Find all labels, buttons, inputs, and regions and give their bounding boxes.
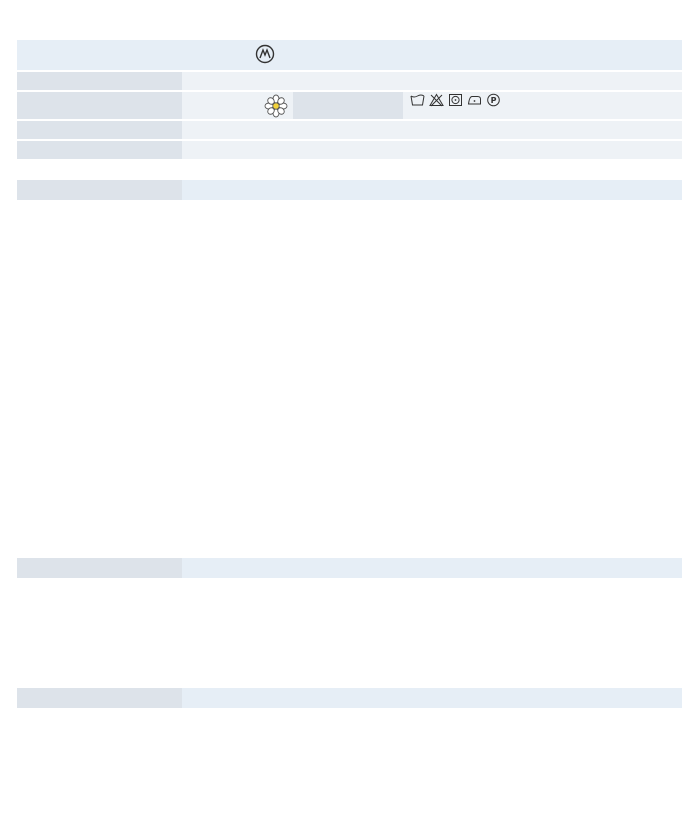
tumble-dry-icon [448, 93, 463, 107]
description-label [17, 72, 182, 90]
code-no-label [17, 141, 182, 159]
presentation-row [17, 121, 682, 139]
round-section-bar [17, 180, 682, 200]
dry-clean-p-icon [486, 93, 501, 107]
round-label [17, 180, 182, 200]
heart-section-bar [17, 688, 682, 708]
heart-label [17, 688, 182, 708]
description-row [17, 72, 682, 90]
iron-icon [467, 93, 482, 107]
presentation-label [17, 121, 182, 139]
safety-symbol-icon [255, 44, 275, 64]
wash-60-icon [410, 93, 425, 107]
flower-icon [264, 94, 288, 118]
product-header [17, 40, 682, 70]
material-label [17, 92, 182, 119]
care-icons [410, 93, 501, 107]
care-label [293, 92, 403, 119]
star-label [17, 558, 182, 578]
no-bleach-icon [429, 93, 444, 107]
svg-text:P: P [490, 96, 497, 105]
code-no-row [17, 141, 682, 159]
star-section-bar [17, 558, 682, 578]
